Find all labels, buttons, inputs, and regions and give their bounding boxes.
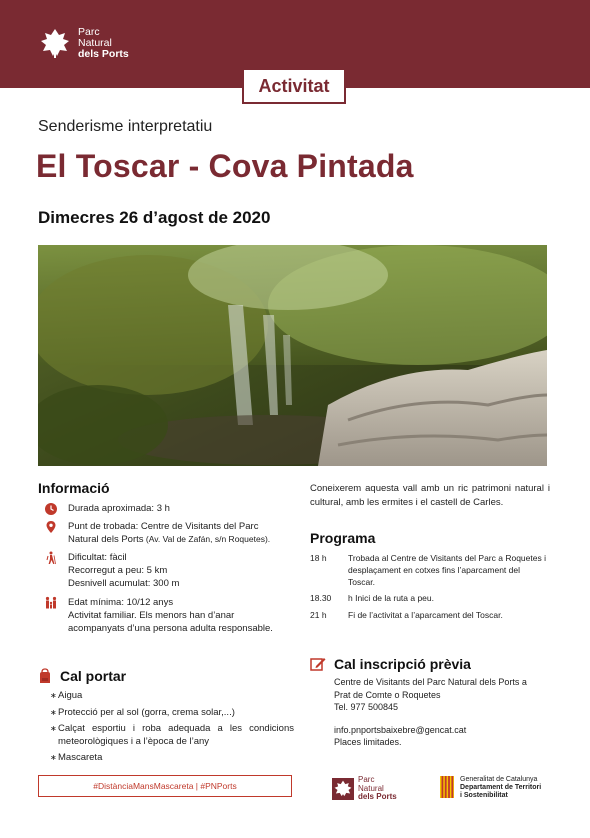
meeting-point-line2: Natural dels Ports xyxy=(68,534,144,545)
duration-row xyxy=(44,502,308,516)
meeting-point-row xyxy=(44,520,308,546)
location-pin-icon xyxy=(44,520,58,534)
intro-text: Coneixerem aquesta vall amb un ric patrimoni natural i cultural, amb les ermites i el castell de Carles. xyxy=(310,483,550,508)
hashtag-box: #DistànciaMansMascareta | #PNPorts xyxy=(38,775,292,797)
duration-text: Durada aproximada: 3 h xyxy=(68,503,170,514)
page-subtitle: Senderisme interpretatiu xyxy=(38,118,213,135)
program-title: Programa xyxy=(310,530,376,546)
leaf-logo-icon xyxy=(332,778,354,800)
family-line2: acompanyats d’una persona adulta responsable. xyxy=(68,623,273,634)
catalan-flag-icon xyxy=(440,776,454,798)
program-desc: Fi de l’activitat a l’aparcament del Toscar. xyxy=(348,610,503,620)
registration-body xyxy=(334,676,544,749)
hiker-icon xyxy=(44,551,58,565)
age-text: Edat mínima: 10/12 anys xyxy=(68,597,174,608)
leaf-logo-icon xyxy=(38,26,72,60)
registration-phone: Tel. 977 500845 xyxy=(334,702,399,712)
registration-title: Cal inscripció prèvia xyxy=(334,656,471,672)
activity-badge: Activitat xyxy=(242,68,346,104)
bring-header xyxy=(38,668,126,684)
difficulty-row xyxy=(44,551,308,590)
footer-logo-line1: Parc xyxy=(358,775,375,784)
program-desc: h Inici de la ruta a peu. xyxy=(348,593,435,603)
event-date: Dimecres 26 d’agost de 2020 xyxy=(38,208,271,227)
registration-line1: Centre de Visitants del Parc Natural dels Ports a xyxy=(334,677,527,687)
meeting-point-address: (Av. Val de Zafán, s/n Roquetes). xyxy=(143,534,271,544)
program-time: 21 h xyxy=(310,610,327,620)
family-icon xyxy=(44,596,58,610)
waterfall-photo xyxy=(38,245,547,466)
gencat-line1: Generalitat de Catalunya xyxy=(460,776,538,783)
program-item xyxy=(310,609,558,621)
list-item: ∗ Protecció per al sol (gorra, crema solar,...) xyxy=(50,706,235,718)
page-title: El Toscar - Cova Pintada xyxy=(36,148,414,184)
registration-places: Places limitades. xyxy=(334,737,402,747)
park-logo xyxy=(38,26,129,60)
program-desc: Trobada al Centre de Visitants del Parc a Roquetes i desplaçament en cotxes fins l’aparcament del Toscar. xyxy=(348,553,546,587)
edit-icon xyxy=(310,657,326,671)
gencat-line3: i Sostenibilitat xyxy=(460,792,508,799)
logo-line3: dels Ports xyxy=(78,47,129,60)
program-time: 18 h xyxy=(310,553,327,563)
logo-line2: Natural xyxy=(78,36,112,49)
logo-line1: Parc xyxy=(78,25,100,38)
program-item xyxy=(310,592,548,604)
bring-title: Cal portar xyxy=(60,668,127,684)
registration-line2: Prat de Comte o Roquetes xyxy=(334,689,441,700)
info-title: Informació xyxy=(38,480,110,496)
footer-park-logo xyxy=(332,776,397,802)
meeting-point-line1: Punt de trobada: Centre de Visitants del Parc xyxy=(68,521,259,532)
gencat-logo xyxy=(440,776,541,800)
distance-text: Recorregut a peu: 5 km xyxy=(68,565,168,576)
list-item: ∗ Calçat esportiu i roba adequada a les condicions meteorològiques i a l’època de l’any xyxy=(50,723,294,747)
elevation-text: Desnivell acumulat: 300 m xyxy=(68,578,180,589)
clock-icon xyxy=(44,502,58,516)
registration-header xyxy=(310,656,471,672)
difficulty-text: Dificultat: fàcil xyxy=(68,552,127,563)
program-time: 18.30 xyxy=(310,593,332,603)
footer-logo-line2: Natural xyxy=(358,783,384,793)
list-item: ∗ Aigua xyxy=(50,690,83,701)
footer-logo-line3: dels Ports xyxy=(358,792,397,801)
program-item xyxy=(310,552,548,588)
bring-list xyxy=(50,690,294,769)
gencat-line2: Departament de Territori xyxy=(460,784,542,791)
list-item: ∗ Mascareta xyxy=(50,752,103,763)
backpack-icon xyxy=(38,668,52,684)
age-row xyxy=(44,596,318,635)
family-line1: Activitat familiar. Els menors han d’anar xyxy=(68,610,235,621)
registration-email[interactable]: info.pnportsbaixebre@gencat.cat xyxy=(334,724,467,735)
